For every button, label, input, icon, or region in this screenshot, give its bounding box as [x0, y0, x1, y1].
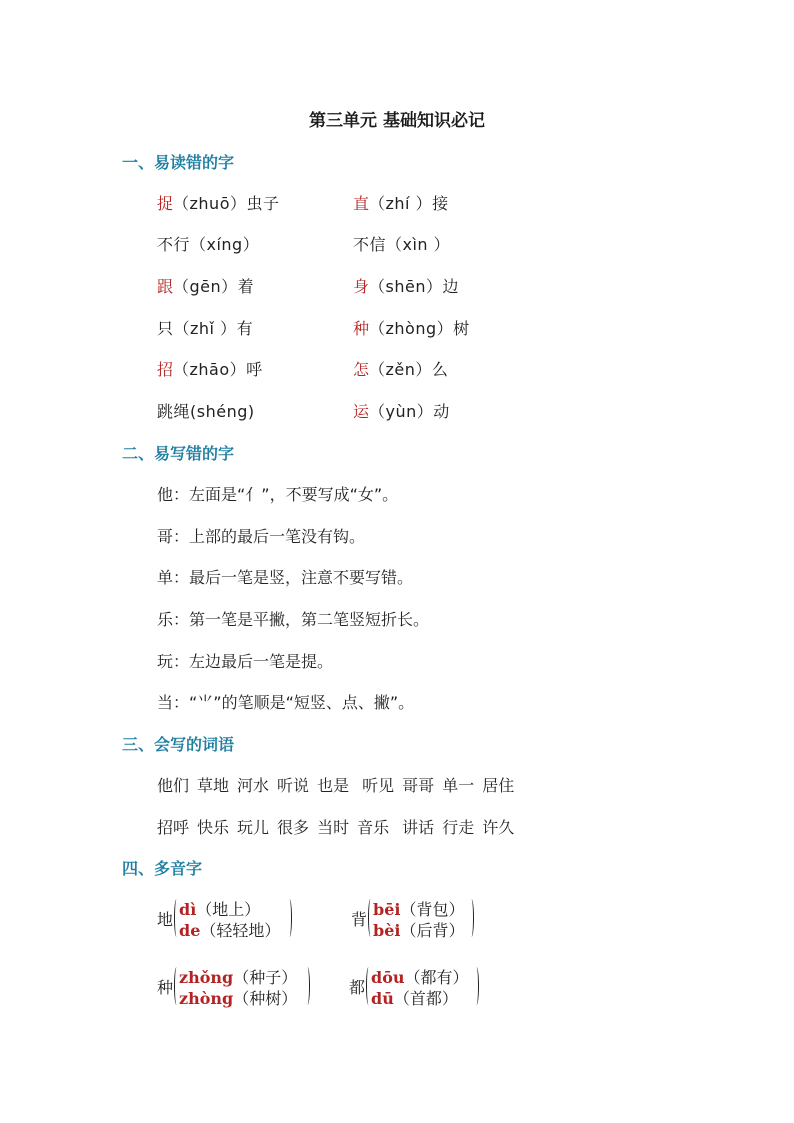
polyphone-group	[349, 965, 484, 1009]
right-brace	[287, 899, 292, 937]
word: 当时	[317, 818, 350, 837]
reading-item: 身（shēn）边	[353, 277, 459, 296]
reading-line: zhǒng（种子）	[179, 968, 298, 987]
reading-line: dū（首都）	[371, 989, 458, 1008]
reading-line: dì（地上）	[179, 900, 261, 919]
reading-item: 怎（zěn）么	[353, 360, 449, 379]
word: 很多	[277, 818, 310, 837]
section-heading-2: 二、易写错的字	[122, 444, 235, 463]
word: 他们	[157, 776, 190, 795]
writing-note: 乐：第一笔是平撇，第二笔竖短折长。	[157, 610, 430, 629]
reading-item: 不信（xìn ）	[353, 235, 451, 254]
word: 哥哥	[402, 776, 435, 795]
reading-item: 捉（zhuō）虫子	[157, 194, 280, 213]
reading-line: de（轻轻地）	[179, 921, 281, 940]
reading-item: 运（yùn）动	[353, 402, 450, 421]
writing-note: 他：左面是“亻”，不要写成“女”。	[157, 485, 399, 504]
writing-note: 当：“⺌”的笔顺是“短竖、点、撇”。	[157, 693, 415, 712]
section-heading-1: 一、易读错的字	[122, 153, 235, 172]
word: 也是	[317, 776, 350, 795]
section-heading-4: 四、多音字	[122, 859, 203, 878]
reading-line: bēi（背包）	[373, 900, 465, 919]
reading-item: 不行（xíng）	[157, 235, 260, 254]
word-list-line-1	[157, 773, 522, 796]
word: 听见	[357, 776, 395, 795]
polyphone-char: 地	[157, 910, 174, 929]
polyphone-char: 都	[349, 978, 366, 997]
word: 草地	[197, 776, 230, 795]
word: 行走	[442, 818, 475, 837]
word: 居住	[482, 776, 515, 795]
word: 玩儿	[237, 818, 270, 837]
reading-item: 种（zhòng）树	[353, 319, 470, 338]
reading-item: 跟（gēn）着	[157, 277, 255, 296]
writing-note: 单：最后一笔是竖，注意不要写错。	[157, 568, 414, 587]
right-brace	[474, 967, 479, 1005]
polyphone-group	[157, 897, 297, 941]
reading-item: 直（zhí ）接	[353, 194, 449, 213]
polyphone-char: 种	[157, 978, 174, 997]
reading-item: 只（zhǐ ）有	[157, 319, 254, 338]
writing-note: 玩：左边最后一笔是提。	[157, 652, 334, 671]
word: 河水	[237, 776, 270, 795]
word: 单一	[442, 776, 475, 795]
reading-line: zhòng（种树）	[179, 989, 298, 1008]
word-list-line-2	[157, 815, 522, 838]
reading-line: dōu（都有）	[371, 968, 469, 987]
word: 讲话	[397, 818, 435, 837]
reading-line: bèi（后背）	[373, 921, 465, 940]
polyphone-group	[351, 897, 481, 941]
page-title: 第三单元 基础知识必记	[309, 111, 485, 131]
word: 听说	[277, 776, 310, 795]
word: 许久	[482, 818, 515, 837]
word: 招呼	[157, 818, 190, 837]
right-brace	[305, 967, 310, 1005]
right-brace	[469, 899, 474, 937]
polyphone-group	[157, 965, 317, 1009]
word: 快乐	[197, 818, 230, 837]
polyphone-char: 背	[351, 910, 368, 929]
reading-item: 招（zhāo）呼	[157, 360, 263, 379]
section-heading-3: 三、会写的词语	[122, 735, 235, 754]
reading-item: 跳绳(shéng)	[157, 402, 255, 421]
writing-note: 哥：上部的最后一笔没有钩。	[157, 527, 366, 546]
word: 音乐	[357, 818, 390, 837]
